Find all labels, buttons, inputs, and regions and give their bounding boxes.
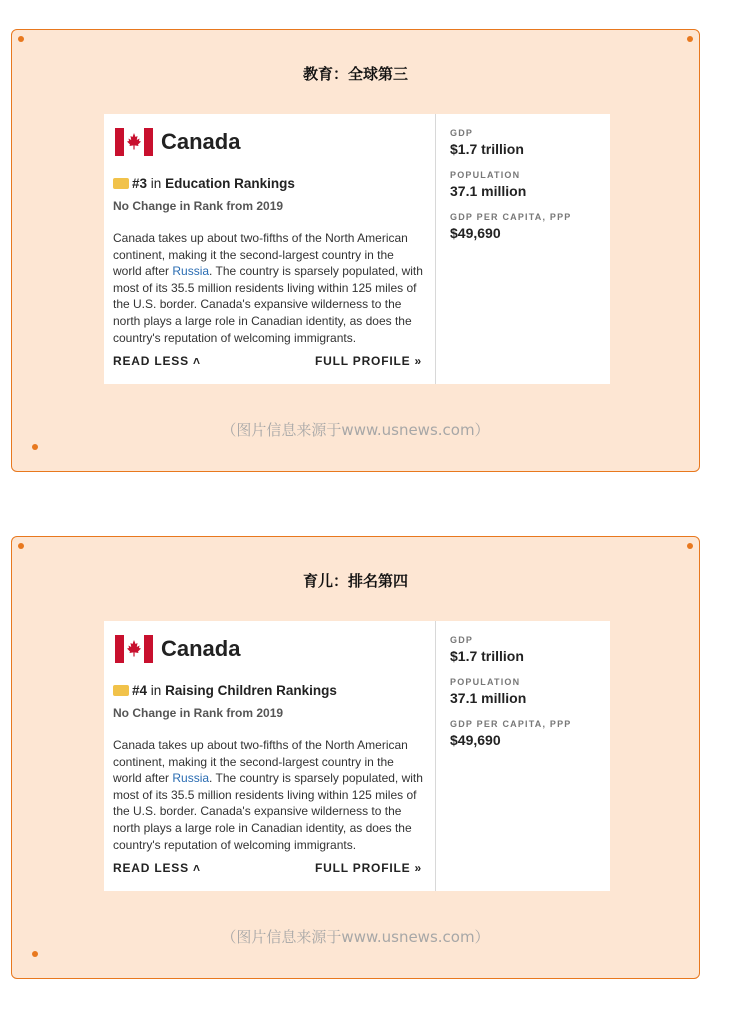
ranking-panel-education xyxy=(11,29,700,472)
rank-change-note: No Change in Rank from 2019 xyxy=(113,199,284,213)
country-description: Canada takes up about two-fifths of the North American continent, making it the second-largest country in the world after Russia. The country is sparsely populated, with most of its 35.5 million residents living within 125 miles of the U.S. border. Canada's expansive wilderness to the north plays a large role in Canadian identity, as does the country's reputation of welcoming immigrants. xyxy=(113,738,423,852)
panel-title: 育儿：排名第四 xyxy=(302,572,408,590)
rank-number: #3 xyxy=(132,176,148,191)
ranking-badge-icon xyxy=(113,178,129,189)
rank-category-link[interactable]: Education Rankings xyxy=(165,176,295,191)
stat-value: $49,690 xyxy=(450,225,501,241)
read-less-button[interactable]: READ LESS ˄ xyxy=(113,354,201,368)
decorative-dot xyxy=(687,36,693,42)
rank-in-text: in xyxy=(150,176,162,191)
stat-value: $1.7 trillion xyxy=(450,141,524,157)
russia-link[interactable]: Russia xyxy=(172,771,210,786)
decorative-dot xyxy=(18,543,24,549)
stat-value: 37.1 million xyxy=(450,183,527,199)
stat-label: GDP PER CAPITA, PPP xyxy=(450,719,572,729)
stat-gdp xyxy=(450,635,600,664)
stat-value: 37.1 million xyxy=(450,690,527,706)
country-card xyxy=(104,621,610,891)
decorative-dot xyxy=(687,543,693,549)
stat-population xyxy=(450,170,600,199)
stat-value: $1.7 trillion xyxy=(450,648,524,664)
country-description: Canada takes up about two-fifths of the North American continent, making it the second-largest country in the world after Russia. The country is sparsely populated, with most of its 35.5 million residents living within 125 miles of the U.S. border. Canada's expansive wilderness to the north plays a large role in Canadian identity, as does the country's reputation of welcoming immigrants. xyxy=(113,231,423,345)
stat-label: POPULATION xyxy=(450,170,521,180)
country-name: Canada xyxy=(161,636,241,661)
decorative-dot xyxy=(32,444,38,450)
stat-population xyxy=(450,677,600,706)
country-stats xyxy=(450,128,600,254)
rank-in-text: in xyxy=(150,683,162,698)
stat-label: GDP xyxy=(450,128,474,138)
rank-change-note: No Change in Rank from 2019 xyxy=(113,706,284,720)
read-less-button[interactable]: READ LESS ˄ xyxy=(113,861,201,875)
decorative-dot xyxy=(18,36,24,42)
ranking-badge-icon xyxy=(113,685,129,696)
country-card xyxy=(104,114,610,384)
stat-label: POPULATION xyxy=(450,677,521,687)
full-profile-link[interactable]: FULL PROFILE » xyxy=(315,354,422,368)
panel-title: 教育：全球第三 xyxy=(302,65,408,83)
stat-gdp-per-capita xyxy=(450,212,600,241)
card-divider xyxy=(435,621,436,891)
card-divider xyxy=(435,114,436,384)
stat-value: $49,690 xyxy=(450,732,501,748)
canada-flag-icon xyxy=(115,128,153,156)
stat-label: GDP PER CAPITA, PPP xyxy=(450,212,572,222)
stat-label: GDP xyxy=(450,635,474,645)
full-profile-link[interactable]: FULL PROFILE » xyxy=(315,861,422,875)
canada-flag-icon xyxy=(115,635,153,663)
russia-link[interactable]: Russia xyxy=(172,264,210,279)
country-stats xyxy=(450,635,600,761)
country-summary xyxy=(104,114,435,384)
stat-gdp-per-capita xyxy=(450,719,600,748)
country-summary xyxy=(104,621,435,891)
ranking-line xyxy=(113,176,295,191)
image-source-caption: （图片信息来源于www.usnews.com） xyxy=(221,421,490,439)
ranking-panel-raising-children xyxy=(11,536,700,979)
image-source-caption: （图片信息来源于www.usnews.com） xyxy=(221,928,490,946)
decorative-dot xyxy=(32,951,38,957)
rank-category-link[interactable]: Raising Children Rankings xyxy=(165,683,337,698)
rank-number: #4 xyxy=(132,683,148,698)
stat-gdp xyxy=(450,128,600,157)
ranking-line xyxy=(113,683,337,698)
country-name: Canada xyxy=(161,129,241,154)
